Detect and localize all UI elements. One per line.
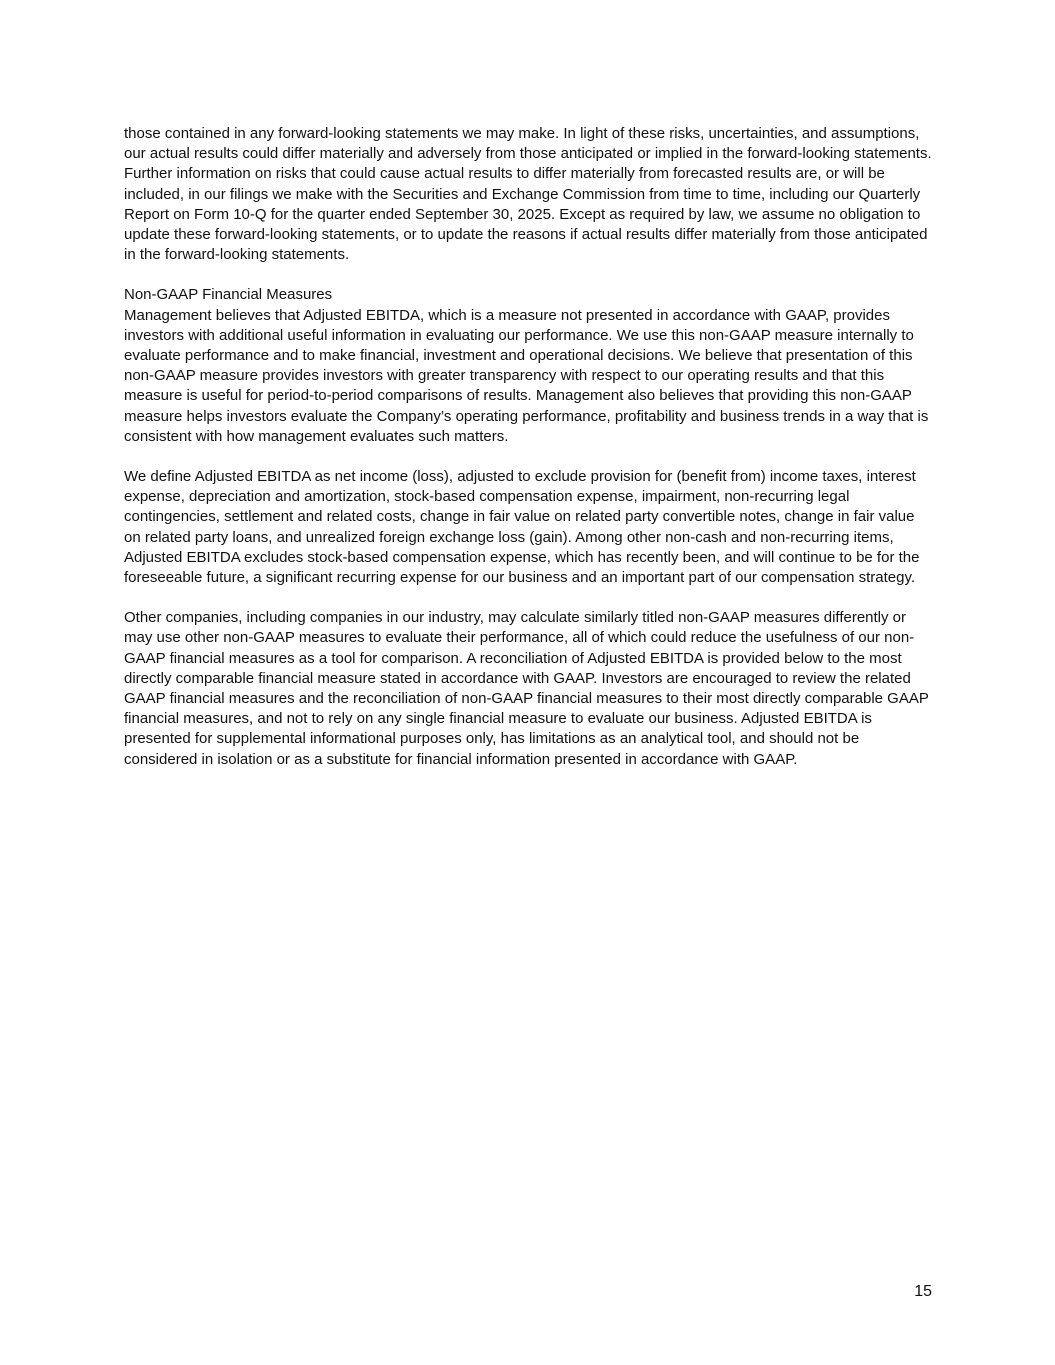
paragraph-spacer bbox=[124, 265, 932, 285]
paragraph-other-companies: Other companies, including companies in our industry, may calculate similarly titled non-GAAP measures differently or may use other non-GAAP measures to evaluate their performance, all of which could reduce the usefulness of our non-GAAP financial measures as a tool for comparison. A reconciliation of Adjusted EBITDA is provided below to the most directly comparable financial measure stated in accordance with GAAP. Investors are encouraged to review the related GAAP financial measures and the reconciliation of non-GAAP financial measures to their most directly comparable GAAP financial measures, and not to rely on any single financial measure to evaluate our business. Adjusted EBITDA is presented for supplemental informational purposes only, has limitations as an analytical tool, and should not be considered in isolation or as a substitute for financial information presented in accordance with GAAP. bbox=[124, 609, 929, 768]
paragraph-spacer bbox=[124, 447, 932, 467]
document-body bbox=[124, 124, 932, 770]
section-heading-non-gaap: Non-GAAP Financial Measures bbox=[124, 286, 333, 304]
paragraph-spacer bbox=[124, 588, 932, 608]
page-number: 15 bbox=[914, 1283, 932, 1300]
paragraph-adjusted-ebitda-definition: We define Adjusted EBITDA as net income (loss), adjusted to exclude provision for (benefit from) income taxes, interest expense, depreciation and amortization, stock-based compensation expense, impairment, non-recurring legal contingencies, settlement and related costs, change in fair value on related party convertible notes, change in fair value on related party loans, and unrealized foreign exchange loss (gain). Among other non-cash and non-recurring items, Adjusted EBITDA excludes stock-based compensation expense, which has recently been, and will continue to be for the foreseeable future, a significant recurring expense for our business and an important part of our compensation strategy. bbox=[124, 468, 920, 587]
paragraph-management-believes: Management believes that Adjusted EBITDA, which is a measure not presented in accordance with GAAP, provides investors with additional useful information in evaluating our performance. We use this non-GAAP measure internally to evaluate performance and to make financial, investment and operational decisions. We believe that presentation of this non-GAAP measure provides investors with greater transparency with respect to our operating results and that this measure is useful for period-to-period comparisons of results. Management also believes that providing this non-GAAP measure helps investors evaluate the Company’s operating performance, profitability and business trends in a way that is consistent with how management evaluates such matters. bbox=[124, 306, 929, 445]
paragraph-forward-looking: those contained in any forward-looking statements we may make. In light of these risks, uncertainties, and assumptions, our actual results could differ materially and adversely from those anticipated or implied in the forward-looking statements. Further information on risks that could cause actual results to differ materially from forecasted results are, or will be included, in our filings we make with the Securities and Exchange Commission from time to time, including our Quarterly Report on Form 10-Q for the quarter ended September 30, 2025. Except as required by law, we assume no obligation to update these forward-looking statements, or to update the reasons if actual results differ materially from those anticipated in the forward-looking statements. bbox=[124, 125, 932, 264]
